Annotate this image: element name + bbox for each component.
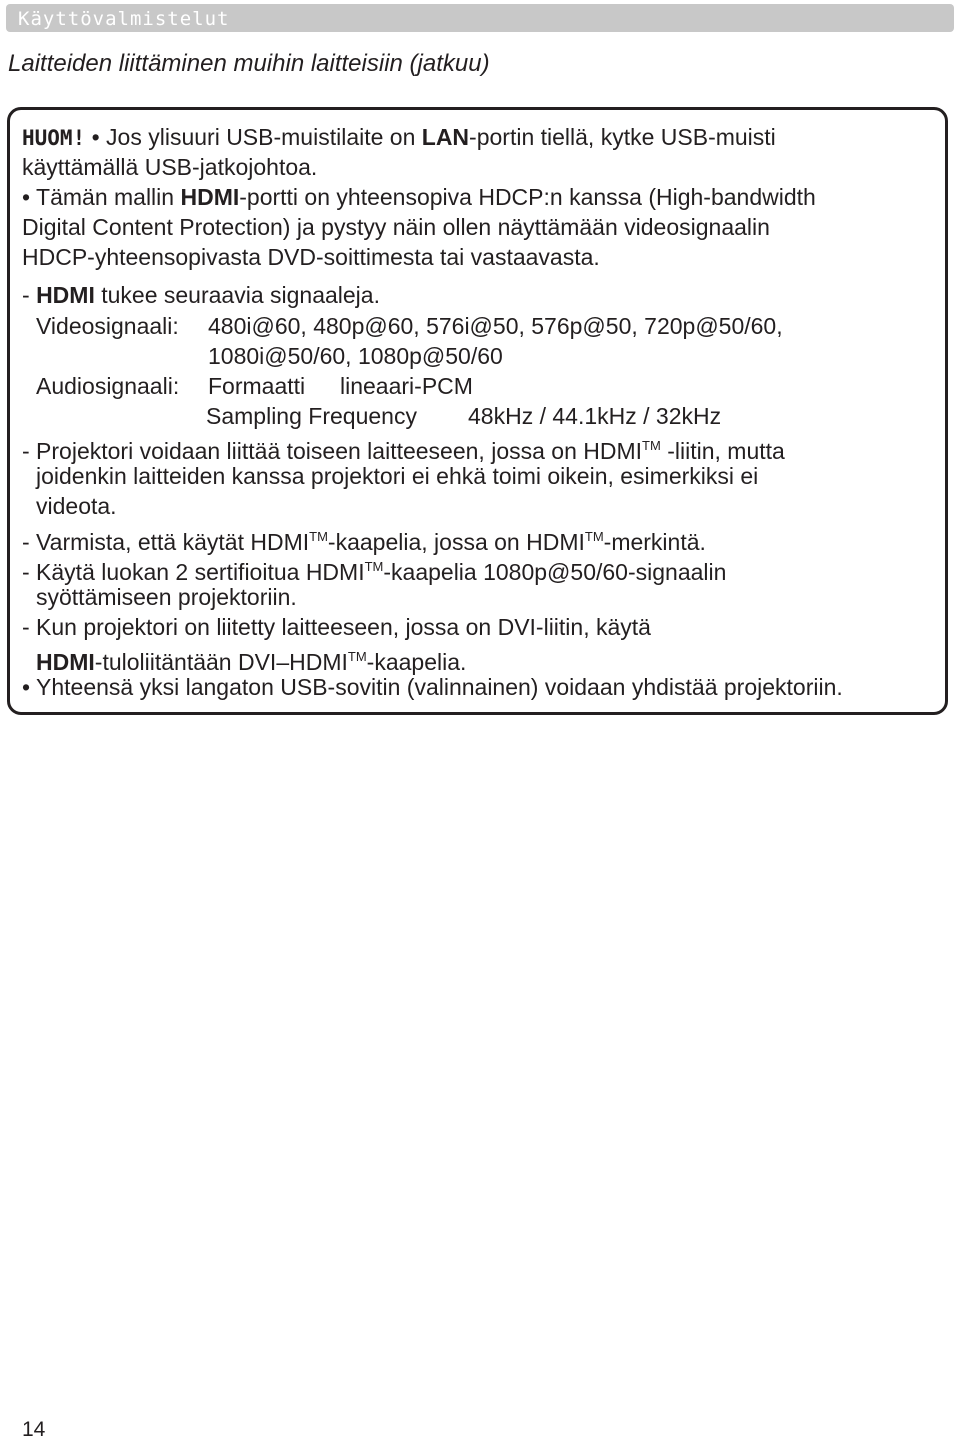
- note-line-5: HDCP-yhteensopivasta DVD-soittimesta tai vastaavasta.: [22, 244, 600, 270]
- video-signal-label: Videosignaali:: [36, 313, 179, 339]
- note-line-4: Digital Content Protection) ja pystyy näin ollen näyttämään videosignaalin: [22, 214, 770, 240]
- note-line-1: HUOM! • Jos ylisuuri USB-muistilaite on LAN-portin tiellä, kytke USB-muisti: [22, 124, 776, 150]
- note-label: HUOM!: [22, 126, 86, 150]
- trademark-sup: TM: [584, 529, 604, 544]
- audio-format-value: lineaari-PCM: [340, 373, 473, 399]
- note-line-18: HDMI-tuloliitäntään DVI–HDMI™-kaapelia.: [36, 649, 467, 675]
- note-line-17: - Kun projektori on liitetty laitteeseen, jossa on DVI-liitin, käytä: [22, 614, 651, 640]
- video-signal-line-2: 1080i@50/60, 1080p@50/60: [208, 343, 503, 369]
- trademark-sup: TM: [347, 649, 367, 664]
- note-line-16: syöttämiseen projektoriin.: [36, 584, 297, 610]
- note-line-2: käyttämällä USB-jatkojohtoa.: [22, 154, 318, 180]
- trademark-sup: TM: [642, 438, 661, 453]
- audio-frequency-value: 48kHz / 44.1kHz / 32kHz: [468, 403, 722, 429]
- audio-frequency-label: Sampling Frequency: [206, 403, 417, 429]
- audio-signal-label: Audiosignaali:: [36, 373, 180, 399]
- note-line-13: videota.: [36, 493, 117, 519]
- trademark-sup: TM: [309, 529, 328, 544]
- page-subtitle: Laitteiden liittäminen muihin laitteisiin (jatkuu): [8, 50, 490, 77]
- page-number: 14: [22, 1418, 46, 1441]
- section-header-bar: [6, 4, 954, 32]
- trademark-sup: TM: [364, 559, 384, 574]
- note-line-3: • Tämän mallin HDMI-portti on yhteensopiva HDCP:n kanssa (High-bandwidth: [22, 184, 816, 210]
- section-title: Käyttövalmistelut: [18, 8, 230, 30]
- note-line-14: - Varmista, että käytät HDMI™-kaapelia, jossa on HDMI™-merkintä.: [22, 529, 706, 555]
- note-line-12: joidenkin laitteiden kanssa projektori ei ehkä toimi oikein, esimerkiksi ei: [36, 463, 759, 489]
- note-line-11: - Projektori voidaan liittää toiseen laitteeseen, jossa on HDMI™ -liitin, mutta: [22, 438, 785, 464]
- audio-format-label: Formaatti: [208, 373, 306, 399]
- video-signal-line-1: 480i@60, 480p@60, 576i@50, 576p@50, 720p@50/60,: [208, 313, 783, 339]
- note-line-19: • Yhteensä yksi langaton USB-sovitin (valinnainen) voidaan yhdistää projektoriin.: [22, 674, 843, 700]
- note-line-15: - Käytä luokan 2 sertifioitua HDMI™-kaapelia 1080p@50/60-signaalin: [22, 559, 727, 585]
- note-line-6: - HDMI tukee seuraavia signaaleja.: [22, 282, 380, 308]
